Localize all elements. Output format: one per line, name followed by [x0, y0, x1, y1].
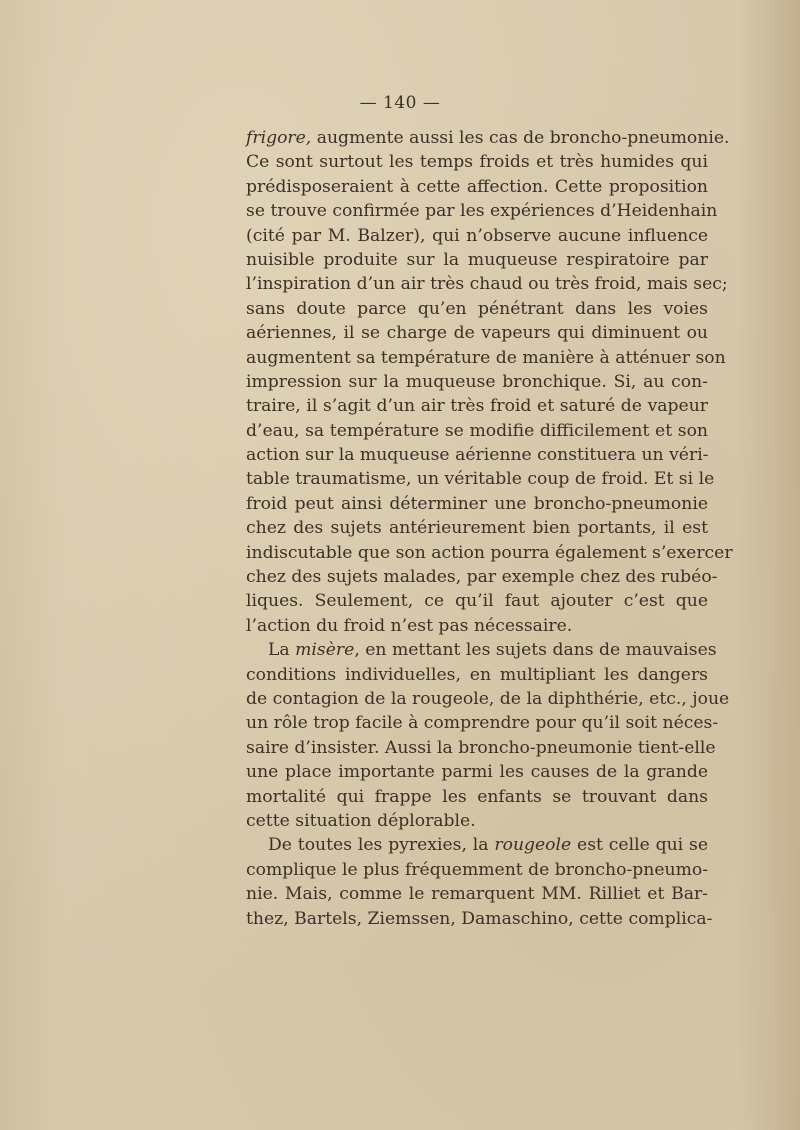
text-line: se trouve confirmée par les expériences d’Heidenhain — [246, 201, 718, 222]
text-line: l’inspiration d’un air très chaud ou très froid, mais sec; — [246, 274, 728, 295]
text-line: cette situation déplorable. — [246, 810, 476, 831]
text-line: aériennes, il se charge de vapeurs qui diminuent ou — [246, 323, 708, 344]
text-line: d’eau, sa température se modifie difficilement et son — [246, 420, 708, 441]
text-line: conditions individuelles, en multipliant les dangers — [246, 664, 708, 685]
text-line: mortalité qui frappe les enfants se trouvant dans — [246, 786, 708, 807]
text-line: complique le plus fréquemment de broncho-pneumo- — [246, 859, 709, 880]
text-line: prédisposeraient à cette affection. Cette proposition — [246, 176, 708, 197]
text-line: La misère, en mettant les sujets dans de mauvaises — [268, 640, 717, 661]
text-line: thez, Bartels, Ziemssen, Damaschino, cette complica- — [246, 908, 713, 929]
paragraph-1 — [246, 126, 733, 638]
text-line: de contagion de la rougeole, de la diphthérie, etc., joue — [246, 688, 730, 709]
text-line: frigore, augmente aussi les cas de broncho-pneumonie. — [246, 128, 730, 148]
page-number: — 140 — — [359, 93, 441, 113]
text-line: nuisible produite sur la muqueuse respiratoire par — [246, 249, 708, 270]
text-line: froid peut ainsi déterminer une broncho-pneumonie — [246, 493, 708, 514]
text-line: nie. Mais, comme le remarquent MM. Rilliet et Bar- — [246, 884, 708, 905]
text-line: (cité par M. Balzer), qui n’observe aucune influence — [246, 225, 708, 246]
italic-term: misère — [295, 640, 355, 661]
text-line: Ce sont surtout les temps froids et très humides qui — [246, 152, 708, 173]
text-line: traire, il s’agit d’un air très froid et saturé de vapeur — [246, 396, 708, 417]
text-line: saire d’insister. Aussi la broncho-pneumonie tient-elle — [246, 737, 716, 758]
text-line: De toutes les pyrexies, la rougeole est celle qui se — [268, 835, 708, 856]
paragraph-2 — [246, 638, 730, 833]
text-line: sans doute parce qu’en pénétrant dans les voies — [246, 298, 708, 319]
text-line: une place importante parmi les causes de la grande — [246, 762, 708, 783]
text-line: un rôle trop facile à comprendre pour qu’il soit néces- — [246, 713, 719, 734]
body-text — [246, 126, 733, 931]
text-line: impression sur la muqueuse bronchique. Si, au con- — [246, 371, 708, 392]
text-line: table traumatisme, un véritable coup de froid. Et si le — [246, 469, 715, 490]
italic-term: rougeole — [494, 835, 572, 856]
italic-term: frigore, — [246, 128, 312, 148]
paragraph-3 — [246, 833, 713, 931]
text-line: indiscutable que son action pourra également s’exercer — [246, 542, 733, 563]
text-line: l’action du froid n’est pas nécessaire. — [246, 615, 573, 636]
text-line: chez des sujets antérieurement bien portants, il est — [246, 518, 708, 539]
text-line: action sur la muqueuse aérienne constituera un véri- — [246, 445, 709, 466]
text-line: augmentent sa température de manière à atténuer son — [246, 347, 726, 368]
text-line: chez des sujets malades, par exemple chez des rubéo- — [246, 567, 718, 588]
text-line: liques. Seulement, ce qu’il faut ajouter c’est que — [246, 591, 708, 612]
